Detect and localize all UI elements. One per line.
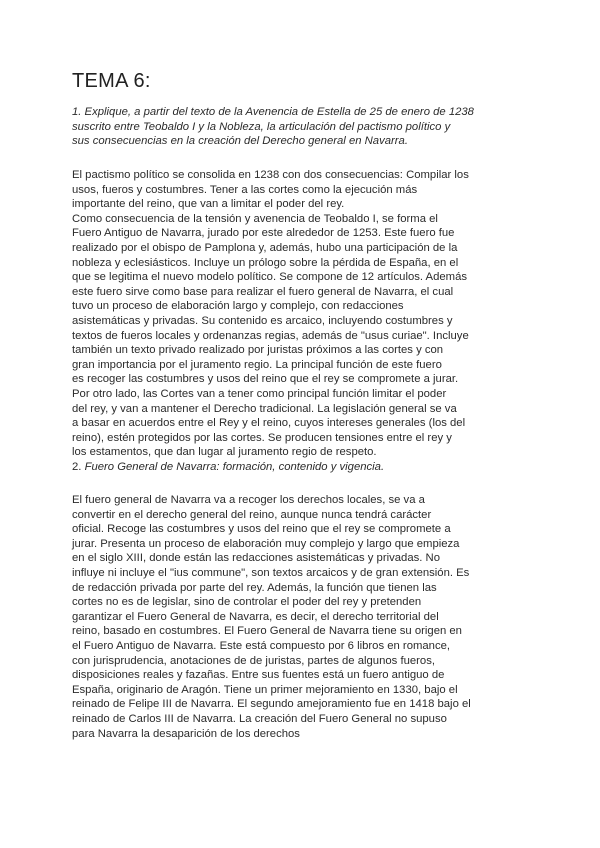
text-line: garantizar el Fuero General de Navarra, es decir, el derecho territorial del <box>72 610 439 623</box>
question-2 <box>72 460 542 475</box>
text-line: España, originario de Aragón. Tiene un primer mejoramiento en 1330, bajo el <box>72 683 458 696</box>
text-line: jurar. Presenta un proceso de elaboración muy complejo y largo que empieza <box>72 537 460 550</box>
text-line: reinado de Felipe III de Navarra. El segundo amejoramiento fue en 1418 bajo el <box>72 698 471 711</box>
question-2-text: Fuero General de Navarra: formación, contenido y vigencia. <box>84 461 385 473</box>
text-line: reino, basado en costumbres. El Fuero General de Navarra tiene su origen en <box>72 625 462 638</box>
text-line: en el siglo XIII, donde están las redacciones asistemáticas y privadas. No <box>72 552 440 565</box>
text-line: con jurisprudencia, anotaciones de de juristas, partes de algunos fueros, <box>72 654 435 667</box>
text-line: es recoger las costumbres y usos del reino que el rey se compromete a jurar. <box>72 373 459 386</box>
text-line: suscrito entre Teobaldo I y la Nobleza, la articulación del pactismo político y <box>72 120 451 133</box>
text-line: de redacción privada por parte del rey. Además, la función que tienen las <box>72 581 437 594</box>
text-line: los estamentos, que dan lugar al juramento regio de respeto. <box>72 446 377 459</box>
text-line: El fuero general de Navarra va a recoger los derechos locales, se va a <box>72 494 425 506</box>
text-line: oficial. Recoge las costumbres y usos del reino que el rey se compromete a <box>72 523 451 536</box>
question-2-number: 2. <box>72 461 85 473</box>
answer-1-paragraph <box>72 168 542 460</box>
text-line: a basar en acuerdos entre el Rey y el reino, cuyos intereses generales (los del <box>72 417 466 430</box>
text-line: para Navarra la desaparición de los derechos <box>72 727 300 740</box>
text-line: influye ni incluye el "ius commune", son textos arcaicos y de gran extensión. Es <box>72 566 470 579</box>
text-line: Fuero Antiguo de Navarra, jurado por este alrededor de 1253. Este fuero fue <box>72 227 455 240</box>
text-line: usos, fueros y costumbres. Tener a las cortes como la ejecución más <box>72 183 418 196</box>
text-line: que se legitima el nuevo modelo político. Se compone de 12 artículos. Además <box>72 271 467 284</box>
text-line: Como consecuencia de la tensión y avenencia de Teobaldo I, se forma el <box>72 212 438 225</box>
page-title: TEMA 6: <box>72 70 151 92</box>
text-line: textos de fueros locales y ordenanzas regias, además de "usus curiae". Incluye <box>72 329 469 342</box>
text-line: nobleza y eclesiásticos. Incluye un prólogo sobre la pérdida de España, en el <box>72 256 459 269</box>
text-line: realizado por el obispo de Pamplona y, además, hubo una participación de la <box>72 241 458 254</box>
text-line: sus consecuencias en la creación del Derecho general en Navarra. <box>72 135 408 148</box>
text-line: reinado de Carlos III de Navarra. La creación del Fuero General no supuso <box>72 712 447 725</box>
answer-2-paragraph <box>72 493 542 741</box>
text-line: del rey, y van a mantener el Derecho tradicional. La legislación general se va <box>72 402 457 415</box>
text-line: 1. Explique, a partir del texto de la Avenencia de Estella de 25 de enero de 1238 <box>72 106 474 118</box>
text-line: importante del reino, que van a limitar el poder del rey. <box>72 198 345 211</box>
question-1 <box>72 105 542 149</box>
text-line: este fuero sirve como base para realizar el fuero general de Navarra, el cual <box>72 285 454 298</box>
text-line: gran importancia por el juramento regio. La principal función de este fuero <box>72 358 442 371</box>
text-line: El pactismo político se consolida en 1238 con dos consecuencias: Compilar los <box>72 169 469 181</box>
text-line: Por otro lado, las Cortes van a tener como principal función limitar el poder <box>72 387 447 400</box>
text-line: el Fuero Antiguo de Navarra. Este está compuesto por 6 libros en romance, <box>72 639 451 652</box>
text-line: convertir en el derecho general del reino, aunque nunca tendrá carácter <box>72 508 432 521</box>
text-line: asistemáticas y privadas. Su contenido es arcaico, incluyendo costumbres y <box>72 314 453 327</box>
text-line: reino), estén protegidos por las cortes. Se producen tensiones entre el rey y <box>72 431 452 444</box>
text-line: cortes no es de legislar, sino de controlar el poder del rey y pretenden <box>72 596 422 609</box>
text-line: tuvo un proceso de elaboración largo y complejo, con redacciones <box>72 300 404 313</box>
text-line: también un texto privado realizado por juristas próximos a las cortes y con <box>72 344 444 357</box>
text-line: disposiciones reales y fazañas. Entre sus fuentes está un fuero antiguo de <box>72 669 445 682</box>
